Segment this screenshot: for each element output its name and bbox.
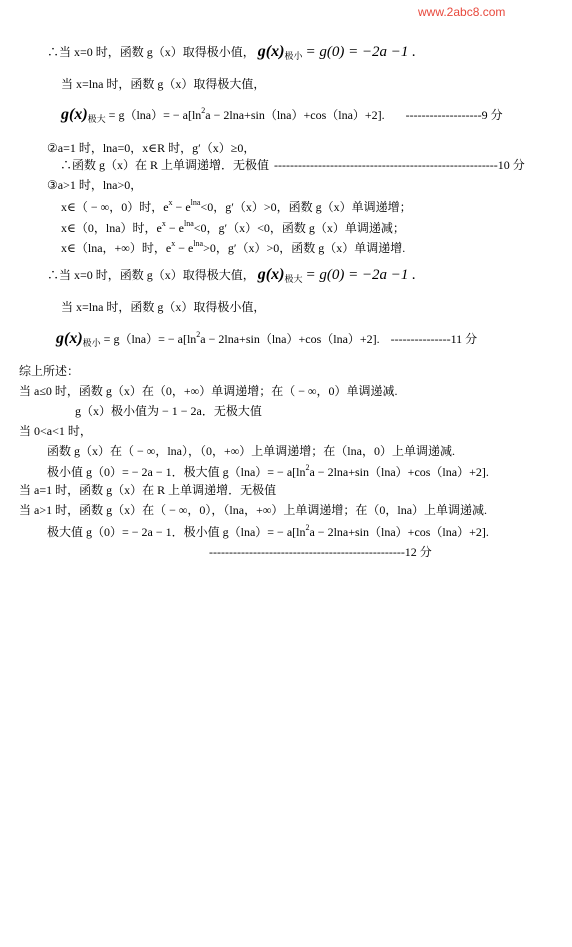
summary-line8-post: a − 2lna+sin（lna）+cos（lna）+2]. — [309, 525, 489, 539]
case2-line1-text: ∴当 x=0 时，函数 g（x）取得极小值， — [47, 45, 255, 59]
case2-line1-formula-sub: 极小 — [284, 51, 303, 61]
summary-line8-sup: 2 — [305, 523, 310, 532]
summary-line8-pre: 极大值 g（0）= − 2a − 1．极小值 g（lna）= − a[ln — [47, 525, 306, 539]
case-a1-line2-score: --------------------------------------------------------10 分 — [274, 158, 525, 172]
case-agt1-line3-sup2: lna — [183, 219, 194, 228]
case-agt1-line5-g: g(x) — [257, 266, 285, 283]
case2-line3-g: g(x) — [61, 106, 88, 123]
case-agt1-line2-pre: x∈（ − ∞，0）时，e — [61, 200, 169, 214]
case-agt1-line3-mid: − e — [165, 221, 184, 235]
case-agt1-line7-score: ---------------11 分 — [390, 332, 478, 346]
case-agt1-line5-rhs: = g(0) = −2a −1 . — [305, 267, 416, 283]
case2-line3-sub: 极大 — [87, 114, 106, 124]
case-agt1-line7-pre: = g（lna）= − a[ln — [103, 332, 197, 346]
summary-line5-post: a − 2lna+sin（lna）+cos（lna）+2]. — [309, 465, 489, 479]
case-a1-line1: ②a=1 时，lna=0，x∈R 时，g′（x）≥0， — [47, 141, 256, 155]
case2-line3-post: a − 2lna+sin（lna）+cos（lna）+2]. — [205, 108, 385, 122]
case-agt1-line4-pre: x∈（lna，+∞）时，e — [61, 241, 172, 255]
case2-line3-pre: = g（lna）= − a[ln — [108, 108, 202, 122]
case-agt1-line3 — [61, 220, 405, 234]
case-agt1-line4-post: >0，g′（x）>0，函数 g（x）单调递增. — [203, 241, 406, 255]
case-agt1-line6: 当 x=lna 时，函数 g（x）取得极小值， — [61, 300, 266, 314]
summary-line2: g（x）极小值为 − 1 − 2a．无极大值 — [75, 404, 262, 418]
summary-line1: 当 a≤0 时，函数 g（x）在（0，+∞）单调递增；在（ − ∞，0）单调递减. — [19, 384, 398, 398]
summary-title: 综上所述： — [19, 364, 80, 378]
case-agt1-line2-sup2: lna — [190, 198, 201, 207]
case2-line3 — [61, 107, 503, 124]
summary-line5-pre: 极小值 g（0）= − 2a − 1．极大值 g（lna）= − a[ln — [47, 465, 306, 479]
summary-line6: 当 a=1 时，函数 g（x）在 R 上单调递增．无极值 — [19, 483, 277, 497]
summary-line7: 当 a>1 时，函数 g（x）在（ − ∞，0），（lna，+∞）上单调递增；在（0，lna）上单调递减. — [19, 503, 488, 517]
case-agt1-line4 — [61, 240, 405, 254]
case-agt1-line7-sup: 2 — [196, 330, 201, 339]
case-agt1-line3-sup1: x — [161, 219, 166, 228]
case-agt1-line7 — [56, 331, 477, 348]
case-agt1-line4-sup2: lna — [193, 239, 204, 248]
case-agt1-line5-sub: 极大 — [284, 274, 303, 284]
summary-line3: 当 0<a<1 时， — [19, 424, 92, 438]
case-agt1-line7-g: g(x) — [56, 330, 83, 347]
case-agt1-line4-sup1: x — [171, 239, 176, 248]
case2-line1 — [47, 44, 416, 61]
case-agt1-line2-mid: − e — [172, 200, 191, 214]
case-agt1-line2-post: <0，g′（x）>0，函数 g（x）单调递增； — [200, 200, 412, 214]
case2-line3-score: -------------------9 分 — [405, 108, 503, 122]
summary-line5-sup: 2 — [305, 463, 310, 472]
case-a1-line2 — [60, 159, 525, 171]
summary-line4: 函数 g（x）在（ − ∞，lna），（0，+∞）上单调递增；在（lna，0）上单调递减. — [47, 444, 455, 458]
case-agt1-line1: ③a>1 时，lna>0， — [47, 178, 143, 192]
case-agt1-line3-pre: x∈（0，lna）时，e — [61, 221, 162, 235]
case-agt1-line5-text: ∴当 x=0 时，函数 g（x）取得极大值， — [47, 268, 255, 282]
case2-line3-sup: 2 — [201, 106, 206, 115]
case-a1-line2-text: ∴函数 g（x）在 R 上单调递增．无极值 — [60, 158, 270, 172]
case-agt1-line7-post: a − 2lna+sin（lna）+cos（lna）+2]. — [200, 332, 380, 346]
case-agt1-line7-sub: 极小 — [82, 338, 101, 348]
case-agt1-line2-sup1: x — [168, 198, 173, 207]
case-agt1-line4-mid: − e — [175, 241, 194, 255]
summary-line5 — [47, 464, 489, 478]
summary-line8 — [47, 524, 489, 538]
case-agt1-line5 — [47, 267, 416, 284]
case2-line1-formula-g: g(x) — [257, 43, 285, 60]
case-agt1-line2 — [61, 199, 412, 213]
summary-score: -------------------------------------------------12 分 — [209, 545, 432, 559]
watermark: www.2abc8.com — [418, 5, 506, 19]
case-agt1-line3-post: <0，g′（x）<0，函数 g（x）单调递减； — [193, 221, 405, 235]
case2-line1-formula-rhs: = g(0) = −2a −1 . — [305, 44, 416, 60]
case2-line2: 当 x=lna 时，函数 g（x）取得极大值， — [61, 77, 266, 91]
